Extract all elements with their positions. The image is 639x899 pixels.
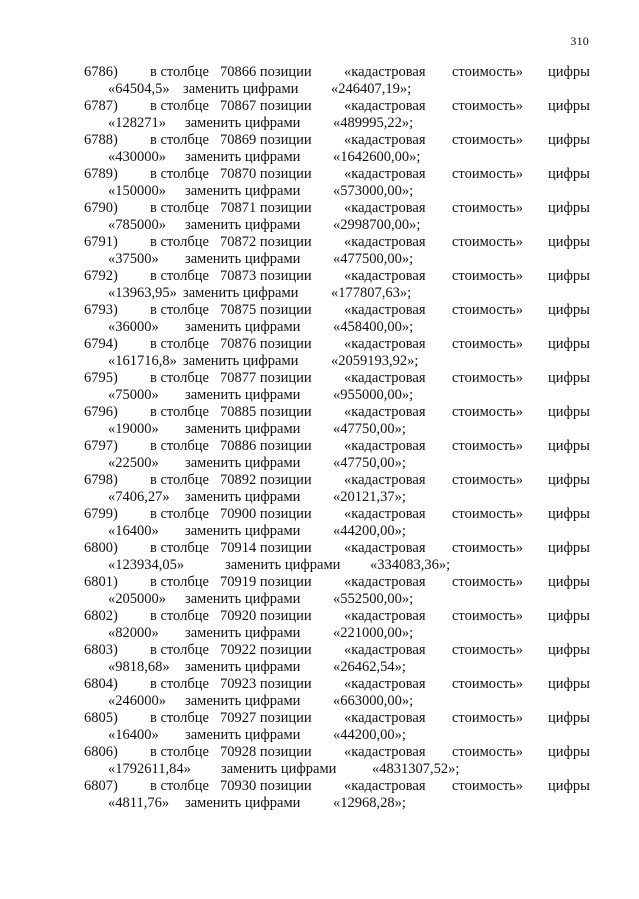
amendment-item [0,540,639,574]
cost-label: стоимость» [452,574,524,590]
old-value: «430000» [108,149,166,165]
cost-label: стоимость» [452,472,524,488]
item-number: 6787) [84,98,118,114]
position-code [220,472,312,489]
cadastral-label: «кадастровая [344,472,426,488]
amendment-item [0,710,639,744]
item-number: 6807) [84,778,118,794]
in-column-label: в столбце [150,98,209,114]
position-code-value: 70914 [220,540,257,556]
item-number: 6795) [84,370,118,386]
position-code-value: 70873 [220,268,257,284]
amendment-item [0,64,639,98]
digits-label: цифры [548,234,590,250]
position-code-value: 70892 [220,472,257,488]
amendment-item [0,336,639,370]
replace-label: заменить цифрами [185,149,301,165]
position-code [220,234,312,251]
cost-label: стоимость» [452,540,524,556]
in-column-label: в столбце [150,64,209,80]
cadastral-label: «кадастровая [344,404,426,420]
position-code [220,778,312,795]
digits-label: цифры [548,200,590,216]
amendment-item [0,200,639,234]
replace-label: заменить цифрами [183,81,299,97]
position-code [220,64,312,81]
in-column-label: в столбце [150,574,209,590]
position-code-value: 70869 [220,132,257,148]
new-value: «20121,37»; [333,489,406,505]
new-value: «177807,63»; [331,285,412,301]
amendment-item [0,234,639,268]
position-code-value: 70872 [220,234,257,250]
in-column-label: в столбце [150,540,209,556]
cadastral-label: «кадастровая [344,608,426,624]
position-word: позиции [259,710,312,726]
position-code-value: 70922 [220,642,257,658]
cost-label: стоимость» [452,336,524,352]
new-value: «489995,22»; [333,115,414,131]
position-word: позиции [259,676,312,692]
amendment-item [0,438,639,472]
replace-label: заменить цифрами [185,591,301,607]
replace-label: заменить цифрами [185,387,301,403]
replace-label: заменить цифрами [185,523,301,539]
position-word: позиции [259,370,312,386]
cadastral-label: «кадастровая [344,778,426,794]
position-code-value: 70919 [220,574,257,590]
in-column-label: в столбце [150,336,209,352]
new-value: «47750,00»; [333,421,406,437]
position-word: позиции [259,540,312,556]
in-column-label: в столбце [150,234,209,250]
item-number: 6797) [84,438,118,454]
amendment-item [0,574,639,608]
position-word: позиции [259,64,312,80]
position-code-value: 70900 [220,506,257,522]
position-word: позиции [259,166,312,182]
old-value: «150000» [108,183,166,199]
digits-label: цифры [548,336,590,352]
new-value: «44200,00»; [333,727,406,743]
amendment-item [0,506,639,540]
position-code [220,200,312,217]
position-code-value: 70876 [220,336,257,352]
cadastral-label: «кадастровая [344,132,426,148]
replace-label: заменить цифрами [221,761,337,777]
cadastral-label: «кадастровая [344,336,426,352]
amendment-item [0,98,639,132]
replace-label: заменить цифрами [185,421,301,437]
position-code [220,710,312,727]
position-code-value: 70866 [220,64,257,80]
cost-label: стоимость» [452,642,524,658]
position-code [220,98,312,115]
new-value: «955000,00»; [333,387,414,403]
position-code [220,404,312,421]
item-number: 6796) [84,404,118,420]
replace-label: заменить цифрами [183,285,299,301]
digits-label: цифры [548,540,590,556]
in-column-label: в столбце [150,132,209,148]
digits-label: цифры [548,166,590,182]
item-number: 6803) [84,642,118,658]
cost-label: стоимость» [452,608,524,624]
position-code-value: 70867 [220,98,257,114]
item-number: 6794) [84,336,118,352]
old-value: «785000» [108,217,166,233]
item-number: 6802) [84,608,118,624]
cadastral-label: «кадастровая [344,234,426,250]
new-value: «12968,28»; [333,795,406,811]
new-value: «47750,00»; [333,455,406,471]
position-code [220,642,312,659]
amendment-item [0,744,639,778]
item-number: 6792) [84,268,118,284]
cadastral-label: «кадастровая [344,574,426,590]
replace-label: заменить цифрами [185,727,301,743]
position-code [220,302,312,319]
cost-label: стоимость» [452,166,524,182]
digits-label: цифры [548,608,590,624]
position-word: позиции [259,472,312,488]
position-code-value: 70920 [220,608,257,624]
position-code-value: 70870 [220,166,257,182]
new-value: «4831307,52»; [372,761,460,777]
new-value: «2998700,00»; [333,217,421,233]
cost-label: стоимость» [452,438,524,454]
position-word: позиции [259,132,312,148]
in-column-label: в столбце [150,268,209,284]
position-code [220,438,312,455]
old-value: «7406,27» [108,489,170,505]
position-word: позиции [259,642,312,658]
replace-label: заменить цифрами [185,217,301,233]
in-column-label: в столбце [150,642,209,658]
old-value: «16400» [108,523,159,539]
digits-label: цифры [548,132,590,148]
in-column-label: в столбце [150,200,209,216]
cadastral-label: «кадастровая [344,64,426,80]
replace-label: заменить цифрами [185,625,301,641]
digits-label: цифры [548,642,590,658]
cadastral-label: «кадастровая [344,200,426,216]
position-code [220,506,312,523]
new-value: «1642600,00»; [333,149,421,165]
amendment-item [0,676,639,710]
old-value: «128271» [108,115,166,131]
cost-label: стоимость» [452,234,524,250]
cost-label: стоимость» [452,132,524,148]
position-code [220,744,312,761]
position-code-value: 70928 [220,744,257,760]
item-number: 6791) [84,234,118,250]
cadastral-label: «кадастровая [344,642,426,658]
in-column-label: в столбце [150,676,209,692]
in-column-label: в столбце [150,608,209,624]
digits-label: цифры [548,268,590,284]
position-word: позиции [259,744,312,760]
digits-label: цифры [548,744,590,760]
position-code [220,166,312,183]
cost-label: стоимость» [452,302,524,318]
digits-label: цифры [548,438,590,454]
cadastral-label: «кадастровая [344,676,426,692]
digits-label: цифры [548,98,590,114]
cadastral-label: «кадастровая [344,166,426,182]
cost-label: стоимость» [452,404,524,420]
old-value: «4811,76» [108,795,170,811]
cost-label: стоимость» [452,268,524,284]
old-value: «1792611,84» [108,761,191,777]
item-number: 6799) [84,506,118,522]
in-column-label: в столбце [150,506,209,522]
new-value: «663000,00»; [333,693,414,709]
old-value: «82000» [108,625,159,641]
digits-label: цифры [548,302,590,318]
position-word: позиции [259,438,312,454]
item-number: 6793) [84,302,118,318]
old-value: «246000» [108,693,166,709]
in-column-label: в столбце [150,166,209,182]
digits-label: цифры [548,710,590,726]
cost-label: стоимость» [452,506,524,522]
position-word: позиции [259,302,312,318]
amendment-item [0,166,639,200]
position-code-value: 70885 [220,404,257,420]
item-number: 6798) [84,472,118,488]
new-value: «246407,19»; [331,81,412,97]
cadastral-label: «кадастровая [344,98,426,114]
digits-label: цифры [548,676,590,692]
item-number: 6789) [84,166,118,182]
cadastral-label: «кадастровая [344,744,426,760]
new-value: «26462,54»; [333,659,406,675]
replace-label: заменить цифрами [185,489,301,505]
old-value: «13963,95» [108,285,177,301]
amendment-item [0,132,639,166]
replace-label: заменить цифрами [185,659,301,675]
in-column-label: в столбце [150,778,209,794]
cadastral-label: «кадастровая [344,710,426,726]
position-code [220,336,312,353]
cost-label: стоимость» [452,778,524,794]
position-code-value: 70875 [220,302,257,318]
old-value: «75000» [108,387,159,403]
position-word: позиции [259,506,312,522]
amendment-item [0,472,639,506]
item-number: 6800) [84,540,118,556]
in-column-label: в столбце [150,744,209,760]
old-value: «16400» [108,727,159,743]
new-value: «44200,00»; [333,523,406,539]
digits-label: цифры [548,472,590,488]
cost-label: стоимость» [452,710,524,726]
cost-label: стоимость» [452,64,524,80]
cost-label: стоимость» [452,98,524,114]
item-number: 6806) [84,744,118,760]
item-number: 6790) [84,200,118,216]
new-value: «334083,36»; [370,557,451,573]
amendment-item [0,370,639,404]
new-value: «552500,00»; [333,591,414,607]
cadastral-label: «кадастровая [344,540,426,556]
in-column-label: в столбце [150,472,209,488]
in-column-label: в столбце [150,302,209,318]
position-word: позиции [259,98,312,114]
position-code-value: 70877 [220,370,257,386]
item-number: 6805) [84,710,118,726]
old-value: «205000» [108,591,166,607]
position-word: позиции [259,268,312,284]
item-number: 6801) [84,574,118,590]
digits-label: цифры [548,64,590,80]
position-code [220,132,312,149]
replace-label: заменить цифрами [185,693,301,709]
position-code [220,574,312,591]
position-code [220,370,312,387]
item-number: 6788) [84,132,118,148]
old-value: «37500» [108,251,159,267]
cost-label: стоимость» [452,200,524,216]
in-column-label: в столбце [150,370,209,386]
replace-label: заменить цифрами [225,557,341,573]
cadastral-label: «кадастровая [344,268,426,284]
in-column-label: в столбце [150,404,209,420]
position-code-value: 70927 [220,710,257,726]
cost-label: стоимость» [452,676,524,692]
position-code [220,540,312,557]
position-word: позиции [259,574,312,590]
in-column-label: в столбце [150,438,209,454]
replace-label: заменить цифрами [185,795,301,811]
new-value: «221000,00»; [333,625,414,641]
position-code-value: 70930 [220,778,257,794]
in-column-label: в столбце [150,710,209,726]
position-code [220,268,312,285]
replace-label: заменить цифрами [185,319,301,335]
cadastral-label: «кадастровая [344,438,426,454]
item-number: 6804) [84,676,118,692]
amendment-item [0,302,639,336]
amendment-item [0,404,639,438]
new-value: «477500,00»; [333,251,414,267]
cost-label: стоимость» [452,744,524,760]
replace-label: заменить цифрами [183,353,299,369]
amendment-item [0,268,639,302]
position-code-value: 70923 [220,676,257,692]
position-word: позиции [259,336,312,352]
digits-label: цифры [548,370,590,386]
new-value: «573000,00»; [333,183,414,199]
replace-label: заменить цифрами [185,183,301,199]
old-value: «123934,05» [108,557,185,573]
digits-label: цифры [548,778,590,794]
position-code [220,608,312,625]
amendment-list [0,64,639,812]
position-word: позиции [259,608,312,624]
amendment-item [0,642,639,676]
replace-label: заменить цифрами [185,455,301,471]
digits-label: цифры [548,574,590,590]
replace-label: заменить цифрами [185,251,301,267]
old-value: «64504,5» [108,81,170,97]
position-word: позиции [259,200,312,216]
position-code-value: 70886 [220,438,257,454]
digits-label: цифры [548,404,590,420]
amendment-item [0,608,639,642]
item-number: 6786) [84,64,118,80]
old-value: «36000» [108,319,159,335]
cadastral-label: «кадастровая [344,370,426,386]
position-word: позиции [259,234,312,250]
old-value: «19000» [108,421,159,437]
new-value: «2059193,92»; [331,353,419,369]
cost-label: стоимость» [452,370,524,386]
digits-label: цифры [548,506,590,522]
amendment-item [0,778,639,812]
position-code-value: 70871 [220,200,257,216]
page-number: 310 [570,34,589,48]
cadastral-label: «кадастровая [344,506,426,522]
position-code [220,676,312,693]
cadastral-label: «кадастровая [344,302,426,318]
position-word: позиции [259,404,312,420]
new-value: «458400,00»; [333,319,414,335]
old-value: «161716,8» [108,353,177,369]
old-value: «22500» [108,455,159,471]
replace-label: заменить цифрами [185,115,301,131]
old-value: «9818,68» [108,659,170,675]
position-word: позиции [259,778,312,794]
